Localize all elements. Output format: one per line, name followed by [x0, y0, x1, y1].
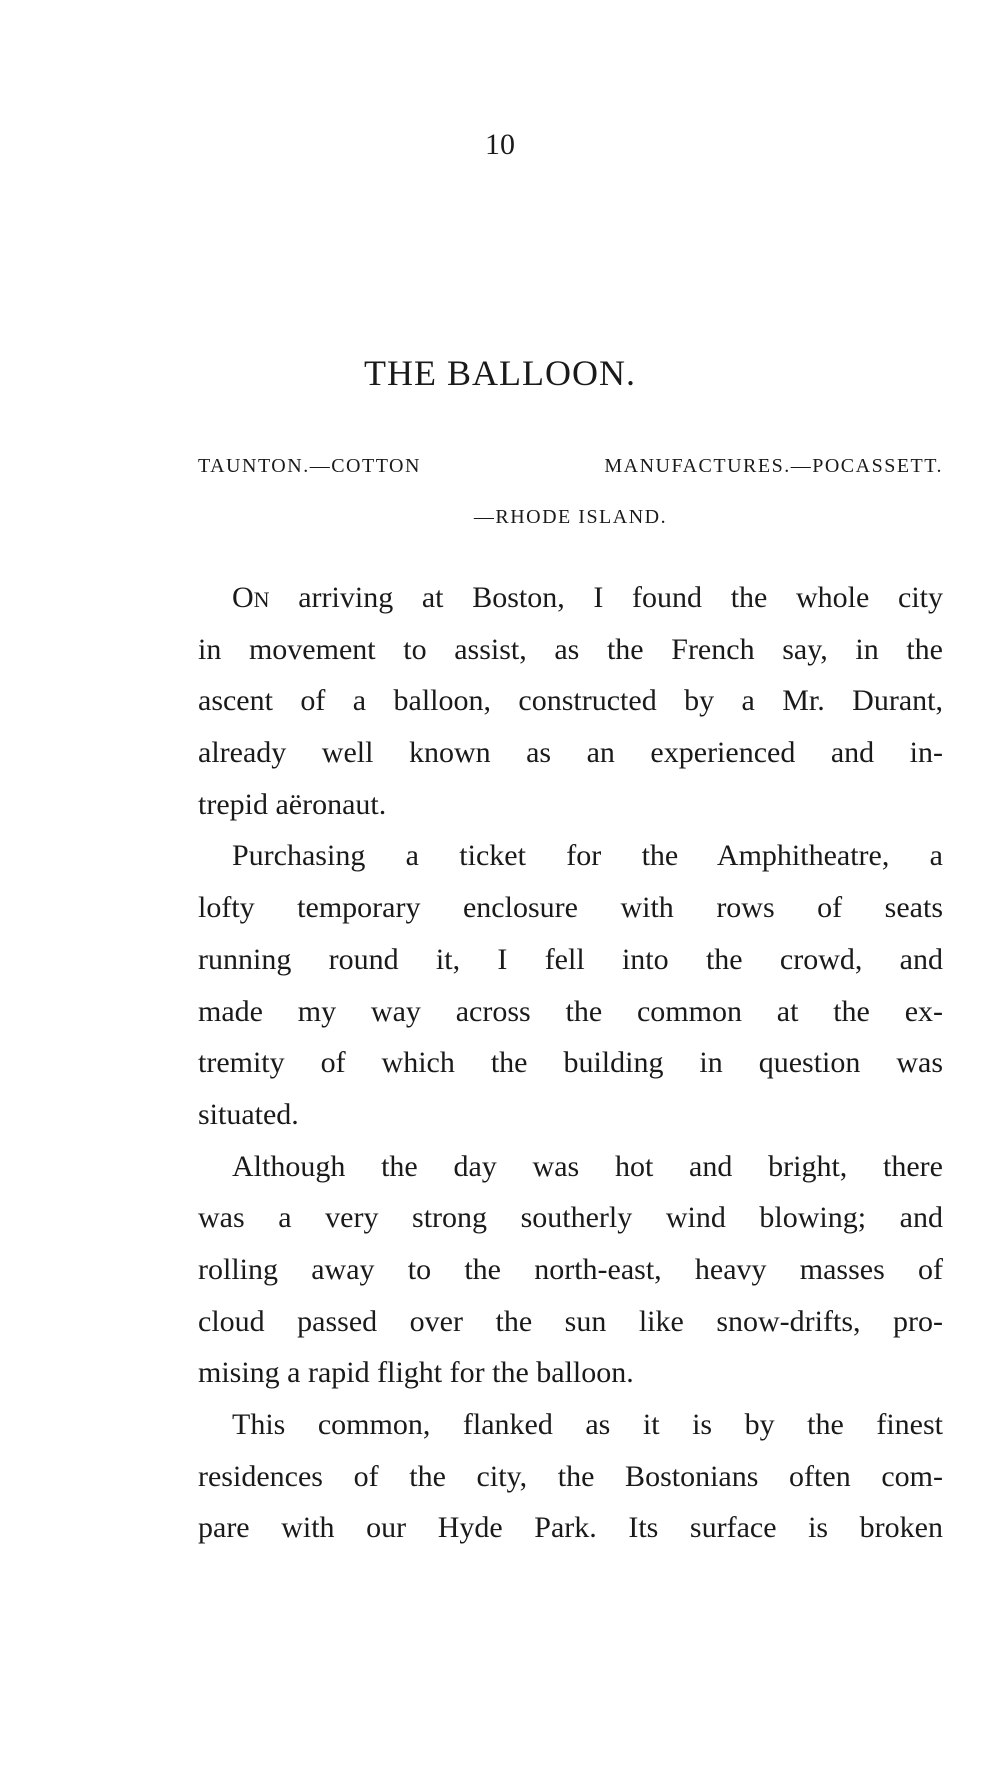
paragraph-1-line-5: trepid aëronaut. [198, 787, 387, 821]
paragraph-2-line-3: running round it, I fell into the crowd, and [198, 942, 943, 976]
smallcap-letter: N [253, 587, 270, 612]
page-number: 10 [485, 128, 515, 161]
paragraph-4-line-2: residences of the city, the Bostonians often com- [198, 1459, 943, 1493]
paragraph-1-line-4: already well known as an experienced and in- [198, 736, 943, 770]
drop-initial: O [232, 581, 254, 614]
chapter-synopsis-line-2: —RHODE ISLAND. [473, 506, 668, 528]
paragraph-1-line-2: in movement to assist, as the French say, in the [198, 632, 943, 666]
paragraph-1-line-1 [198, 572, 943, 624]
paragraph-1-line-3: ascent of a balloon, constructed by a Mr. Durant, [198, 684, 943, 718]
paragraph-3-line-4: cloud passed over the sun like snow-drifts, pro- [198, 1304, 943, 1338]
paragraph-1-line-1-text: arriving at Boston, I found the whole city [269, 581, 943, 614]
chapter-title: THE BALLOON. [364, 353, 636, 393]
paragraph-4-line-1: This common, flanked as it is by the finest [232, 1408, 943, 1441]
paragraph-4-line-3: pare with our Hyde Park. Its surface is broken [198, 1511, 943, 1545]
paragraph-3-line-2: was a very strong southerly wind blowing; and [198, 1201, 943, 1235]
paragraph-3-line-5: mising a rapid flight for the balloon. [198, 1356, 634, 1390]
paragraph-2-line-2: lofty temporary enclosure with rows of seats [198, 891, 943, 925]
paragraph-3-line-1: Although the day was hot and bright, there [232, 1149, 943, 1183]
paragraph-2-line-5: tremity of which the building in question was [198, 1046, 943, 1080]
paragraph-2-line-1: Purchasing a ticket for the Amphitheatre, a [232, 839, 943, 873]
paragraph-2-line-6: situated. [198, 1097, 299, 1131]
chapter-synopsis-line-1: TAUNTON.—COTTON MANUFACTURES.—POCASSETT. [198, 455, 943, 477]
body-text [198, 572, 943, 1554]
paragraph-3-line-3: rolling away to the north-east, heavy masses of [198, 1252, 943, 1286]
paragraph-2-line-4: made my way across the common at the ex- [198, 994, 943, 1028]
